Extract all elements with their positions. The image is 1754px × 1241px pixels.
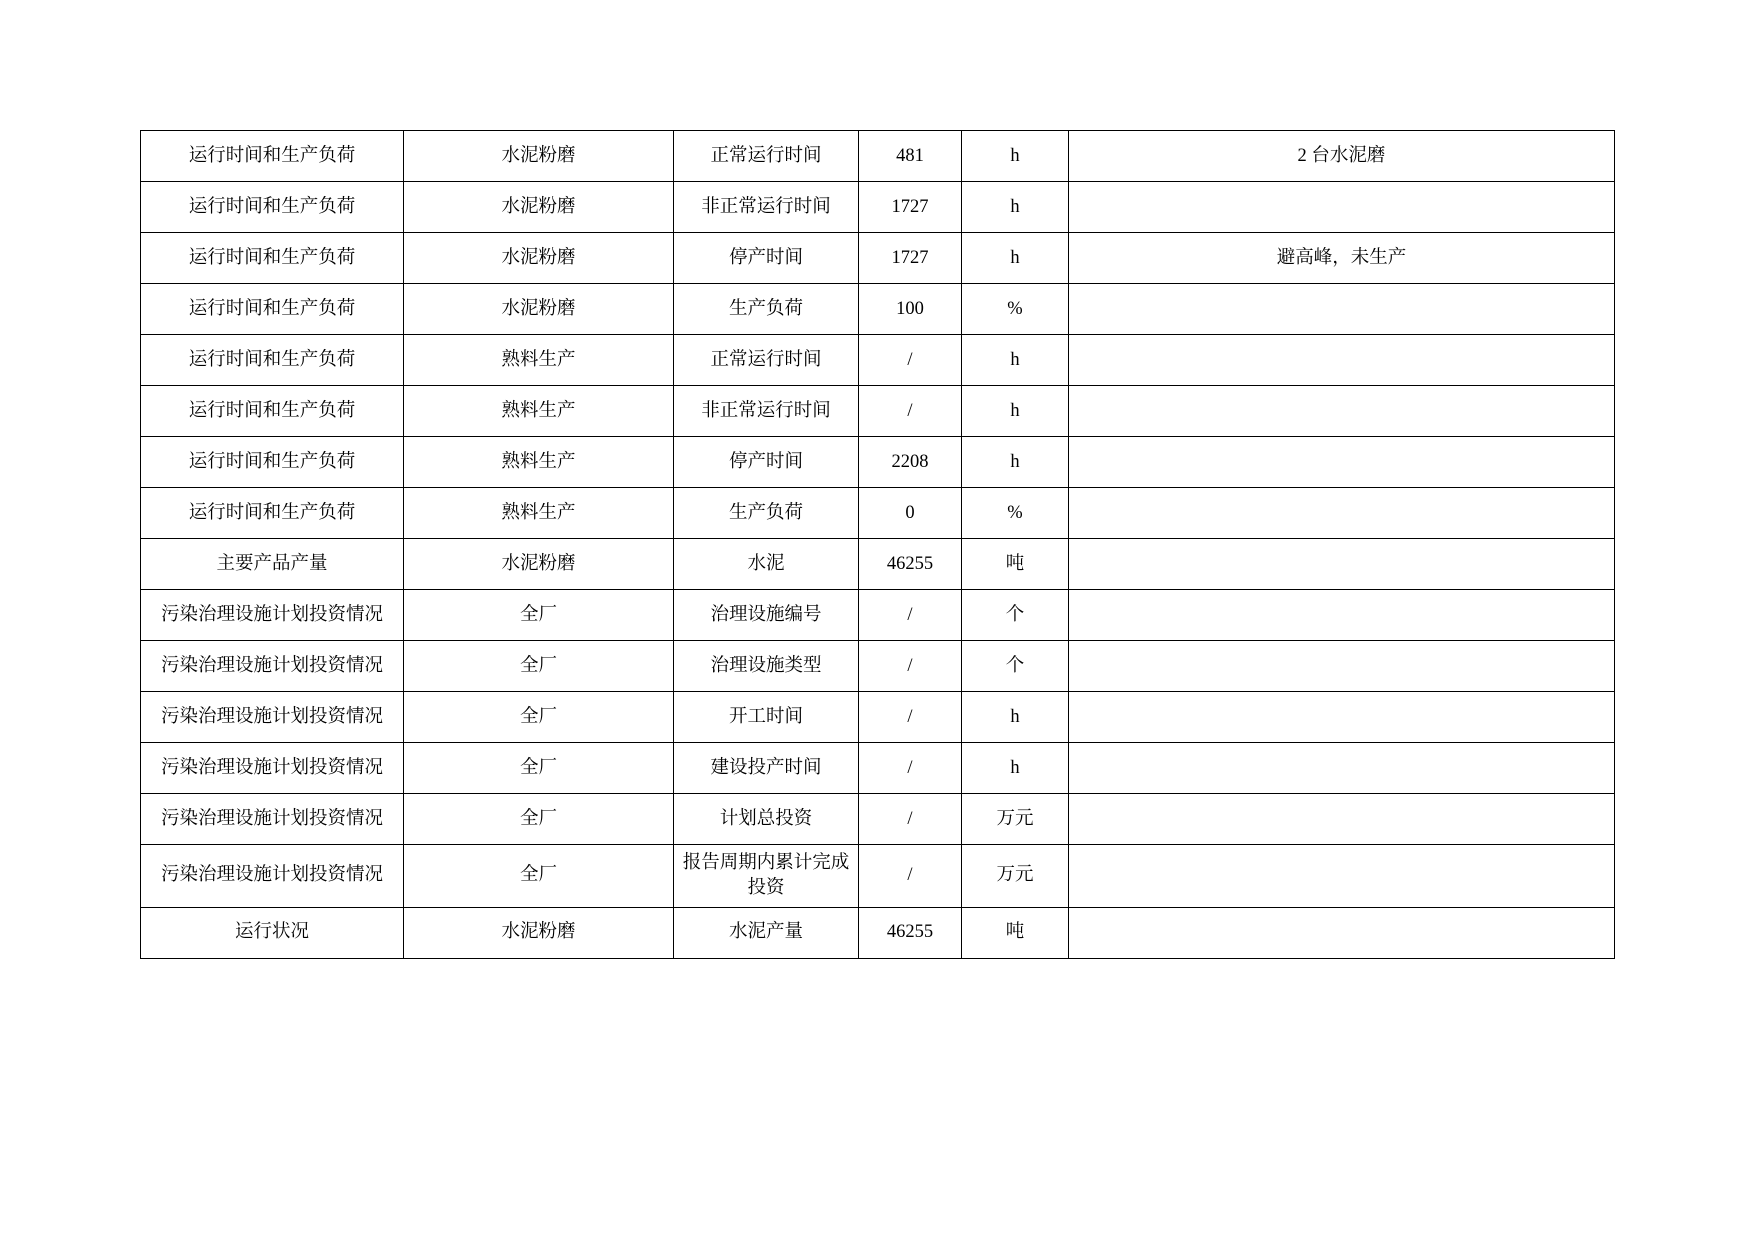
cell-value: / (859, 692, 962, 743)
cell-unit: % (962, 284, 1069, 335)
cell-category: 运行时间和生产负荷 (141, 437, 404, 488)
cell-item: 开工时间 (674, 692, 859, 743)
cell-facility: 全厂 (404, 641, 674, 692)
cell-facility: 全厂 (404, 845, 674, 908)
table-row (141, 386, 1615, 437)
cell-value: / (859, 335, 962, 386)
table-row (141, 845, 1615, 908)
cell-remark (1069, 182, 1615, 233)
cell-category: 运行时间和生产负荷 (141, 335, 404, 386)
cell-value: 1727 (859, 233, 962, 284)
cell-unit: h (962, 233, 1069, 284)
cell-item: 生产负荷 (674, 284, 859, 335)
cell-facility: 熟料生产 (404, 437, 674, 488)
cell-item: 治理设施编号 (674, 590, 859, 641)
cell-facility: 全厂 (404, 794, 674, 845)
cell-unit: h (962, 131, 1069, 182)
table-row (141, 641, 1615, 692)
table-row (141, 692, 1615, 743)
cell-value: 481 (859, 131, 962, 182)
cell-value: / (859, 386, 962, 437)
cell-value: 100 (859, 284, 962, 335)
cell-item: 正常运行时间 (674, 335, 859, 386)
cell-unit: % (962, 488, 1069, 539)
cell-unit: 吨 (962, 907, 1069, 958)
cell-category: 污染治理设施计划投资情况 (141, 845, 404, 908)
table-row (141, 437, 1615, 488)
cell-item: 生产负荷 (674, 488, 859, 539)
cell-remark (1069, 386, 1615, 437)
cell-unit: 万元 (962, 794, 1069, 845)
table-row (141, 907, 1615, 958)
cell-item: 建设投产时间 (674, 743, 859, 794)
cell-unit: 万元 (962, 845, 1069, 908)
table-body (141, 131, 1615, 959)
table-row (141, 335, 1615, 386)
cell-value: / (859, 743, 962, 794)
cell-facility: 水泥粉磨 (404, 284, 674, 335)
cell-facility: 水泥粉磨 (404, 131, 674, 182)
cell-remark (1069, 539, 1615, 590)
cell-category: 运行时间和生产负荷 (141, 284, 404, 335)
cell-facility: 全厂 (404, 743, 674, 794)
table-row (141, 743, 1615, 794)
cell-category: 运行状况 (141, 907, 404, 958)
cell-unit: h (962, 386, 1069, 437)
cell-remark: 避高峰，未生产 (1069, 233, 1615, 284)
cell-category: 主要产品产量 (141, 539, 404, 590)
cell-remark (1069, 845, 1615, 908)
cell-item: 非正常运行时间 (674, 386, 859, 437)
cell-remark (1069, 641, 1615, 692)
cell-value: / (859, 590, 962, 641)
cell-unit: h (962, 437, 1069, 488)
cell-facility: 熟料生产 (404, 488, 674, 539)
cell-unit: 个 (962, 590, 1069, 641)
cell-category: 污染治理设施计划投资情况 (141, 794, 404, 845)
cell-value: 2208 (859, 437, 962, 488)
cell-unit: h (962, 743, 1069, 794)
table-row (141, 794, 1615, 845)
cell-category: 污染治理设施计划投资情况 (141, 641, 404, 692)
cell-facility: 熟料生产 (404, 335, 674, 386)
cell-facility: 水泥粉磨 (404, 182, 674, 233)
cell-unit: 吨 (962, 539, 1069, 590)
cell-facility: 水泥粉磨 (404, 233, 674, 284)
cell-value: / (859, 794, 962, 845)
cell-category: 运行时间和生产负荷 (141, 131, 404, 182)
cell-value: 1727 (859, 182, 962, 233)
table-row (141, 233, 1615, 284)
cell-item: 报告周期内累计完成投资 (674, 845, 859, 908)
cell-remark (1069, 284, 1615, 335)
cell-item: 非正常运行时间 (674, 182, 859, 233)
table-row (141, 182, 1615, 233)
cell-category: 运行时间和生产负荷 (141, 182, 404, 233)
table-row (141, 488, 1615, 539)
cell-item: 停产时间 (674, 437, 859, 488)
cell-item: 停产时间 (674, 233, 859, 284)
cell-item: 治理设施类型 (674, 641, 859, 692)
table-row (141, 590, 1615, 641)
cell-category: 运行时间和生产负荷 (141, 488, 404, 539)
cell-remark (1069, 692, 1615, 743)
cell-facility: 熟料生产 (404, 386, 674, 437)
cell-remark (1069, 794, 1615, 845)
cell-unit: h (962, 182, 1069, 233)
cell-remark (1069, 907, 1615, 958)
cell-facility: 全厂 (404, 692, 674, 743)
cell-unit: 个 (962, 641, 1069, 692)
cell-value: / (859, 845, 962, 908)
cell-value: 0 (859, 488, 962, 539)
cell-remark (1069, 437, 1615, 488)
cell-facility: 水泥粉磨 (404, 539, 674, 590)
cell-value: 46255 (859, 539, 962, 590)
table-row (141, 284, 1615, 335)
cell-value: / (859, 641, 962, 692)
cell-category: 运行时间和生产负荷 (141, 386, 404, 437)
cell-unit: h (962, 692, 1069, 743)
table-row (141, 539, 1615, 590)
cell-item: 水泥 (674, 539, 859, 590)
table-row (141, 131, 1615, 182)
cell-remark (1069, 590, 1615, 641)
cell-category: 运行时间和生产负荷 (141, 233, 404, 284)
cell-item: 正常运行时间 (674, 131, 859, 182)
cell-item: 水泥产量 (674, 907, 859, 958)
cell-item: 计划总投资 (674, 794, 859, 845)
production-data-table (140, 130, 1615, 959)
cell-unit: h (962, 335, 1069, 386)
cell-remark (1069, 488, 1615, 539)
cell-facility: 全厂 (404, 590, 674, 641)
cell-remark: 2 台水泥磨 (1069, 131, 1615, 182)
cell-category: 污染治理设施计划投资情况 (141, 743, 404, 794)
cell-category: 污染治理设施计划投资情况 (141, 590, 404, 641)
cell-remark (1069, 335, 1615, 386)
cell-category: 污染治理设施计划投资情况 (141, 692, 404, 743)
cell-facility: 水泥粉磨 (404, 907, 674, 958)
cell-remark (1069, 743, 1615, 794)
cell-value: 46255 (859, 907, 962, 958)
